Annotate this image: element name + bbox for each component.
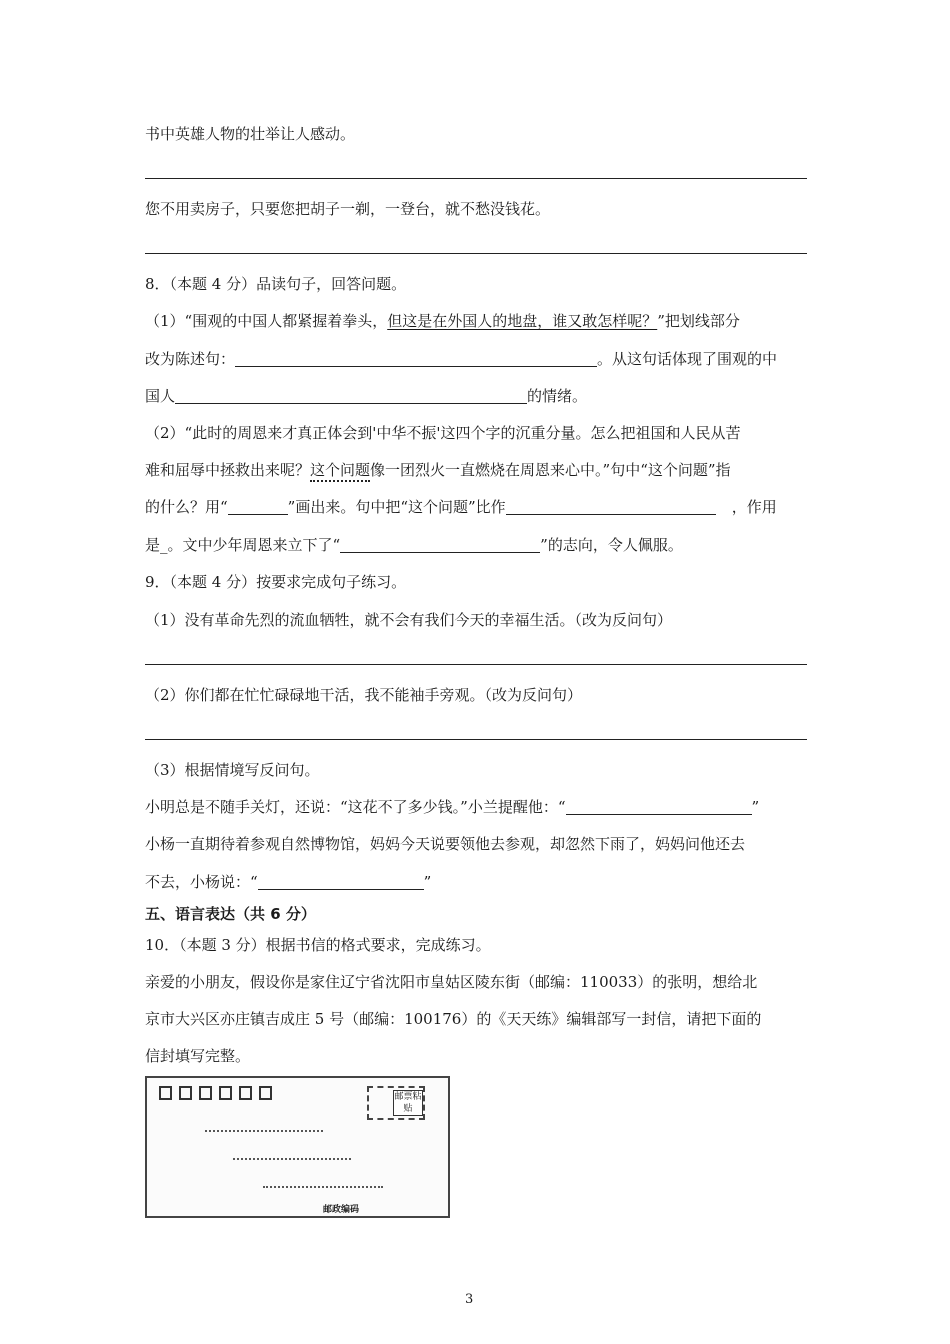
- stamp-area: [367, 1086, 425, 1120]
- address-line[interactable]: [205, 1130, 323, 1132]
- text-line: 书中英雄人物的壮举让人感动。: [145, 125, 356, 143]
- zip-caption: 邮政编码: [323, 1205, 360, 1215]
- text: ”: [751, 798, 760, 816]
- question-10-title: 10．（本题 3 分）根据书信的格式要求，完成练习。: [145, 936, 491, 954]
- question-8-2-line1: （2）“此时的周恩来才真正体会到'中华不振'这四个字的沉重分量。怎么把祖国和人民从苦: [145, 424, 741, 442]
- fill-blank[interactable]: [340, 536, 540, 553]
- answer-line[interactable]: [145, 253, 807, 254]
- zip-code-box[interactable]: [259, 1086, 272, 1100]
- recipient-line[interactable]: [233, 1158, 351, 1160]
- question-8-2-line4: [145, 535, 683, 555]
- zip-code-box[interactable]: [239, 1086, 252, 1100]
- envelope-diagram: [145, 1076, 450, 1218]
- text: 小明总是不随手关灯，还说：“这花不了多少钱。”小兰提醒他：“: [145, 798, 566, 816]
- text: （1）“围观的中国人都紧握着拳头，: [145, 312, 388, 330]
- question-8-1-line3: [145, 386, 587, 406]
- text: 改为陈述句：: [145, 350, 236, 368]
- text: 难和屈辱中拯救出来呢？: [145, 461, 311, 479]
- question-8-2-line2: [145, 460, 731, 480]
- fill-blank[interactable]: [506, 498, 716, 515]
- text: 像一团烈火一直燃烧在周恩来心中。”句中“这个问题”指: [370, 461, 731, 479]
- zip-code-box[interactable]: [219, 1086, 232, 1100]
- fill-blank[interactable]: [235, 350, 597, 367]
- question-10-line3: 信封填写完整。: [145, 1047, 251, 1065]
- question-9-3-line3: [145, 872, 431, 892]
- text: 的情绪。: [527, 387, 588, 405]
- text: ”画出来。句中把“这个问题”比作: [287, 498, 506, 516]
- question-10-line2: 京市大兴区亦庄镇吉成庄 5 号（邮编：100176）的《天天练》编辑部写一封信，请把下面的: [145, 1010, 762, 1028]
- question-9-title: 9．（本题 4 分）按要求完成句子练习。: [145, 573, 407, 591]
- text-line: 您不用卖房子，只要您把胡子一剃，一登台，就不愁没钱花。: [145, 200, 551, 218]
- zip-code-box[interactable]: [159, 1086, 172, 1100]
- text: ，作用: [731, 498, 777, 516]
- question-9-1: （1）没有革命先烈的流血牺牲，就不会有我们今天的幸福生活。（改为反问句）: [145, 611, 673, 629]
- fill-blank[interactable]: [228, 498, 288, 515]
- question-9-3: （3）根据情境写反问句。: [145, 761, 320, 779]
- page-number: 3: [465, 1292, 474, 1307]
- text: 是_。文中少年周恩来立下了“: [145, 536, 341, 554]
- question-10-line1: 亲爱的小朋友，假设你是家住辽宁省沈阳市皇姑区陵东街（邮编：110033）的张明，想给北: [145, 973, 758, 991]
- text: 不去，小杨说：“: [145, 873, 258, 891]
- question-9-2: （2）你们都在忙忙碌碌地干活，我不能袖手旁观。（改为反问句）: [145, 686, 583, 704]
- text: ”的志向，令人佩服。: [540, 536, 683, 554]
- question-8-title: 8．（本题 4 分）品读句子，回答问题。: [145, 275, 407, 293]
- question-8-2-line3: [145, 497, 777, 517]
- question-9-3-line2: 小杨一直期待着参观自然博物馆，妈妈今天说要领他去参观，却忽然下雨了，妈妈问他还去: [145, 835, 746, 853]
- sender-line[interactable]: [263, 1186, 383, 1188]
- dotted-text: 这个问题: [310, 461, 370, 482]
- answer-line[interactable]: [145, 739, 807, 740]
- fill-blank[interactable]: [566, 798, 752, 815]
- answer-line[interactable]: [145, 664, 807, 665]
- fill-blank[interactable]: [175, 387, 527, 404]
- question-8-1-line2: [145, 349, 777, 369]
- stamp-label: 邮票粘贴: [394, 1092, 422, 1114]
- question-8-1-line1: [145, 311, 740, 331]
- text: ”: [423, 873, 432, 891]
- section-5-heading: 五、语言表达（共 6 分）: [145, 905, 316, 923]
- text: 国人: [145, 387, 176, 405]
- zip-code-box[interactable]: [179, 1086, 192, 1100]
- answer-line[interactable]: [145, 178, 807, 179]
- question-9-3-line1: [145, 797, 759, 817]
- underlined-text: 但这是在外国人的地盘，谁又敢怎样呢？: [387, 312, 658, 330]
- text: ”把划线部分: [657, 312, 740, 330]
- text: 。从这句话体现了围观的中: [597, 350, 778, 368]
- fill-blank[interactable]: [258, 873, 424, 890]
- zip-code-box[interactable]: [199, 1086, 212, 1100]
- text: 的什么？用“: [145, 498, 228, 516]
